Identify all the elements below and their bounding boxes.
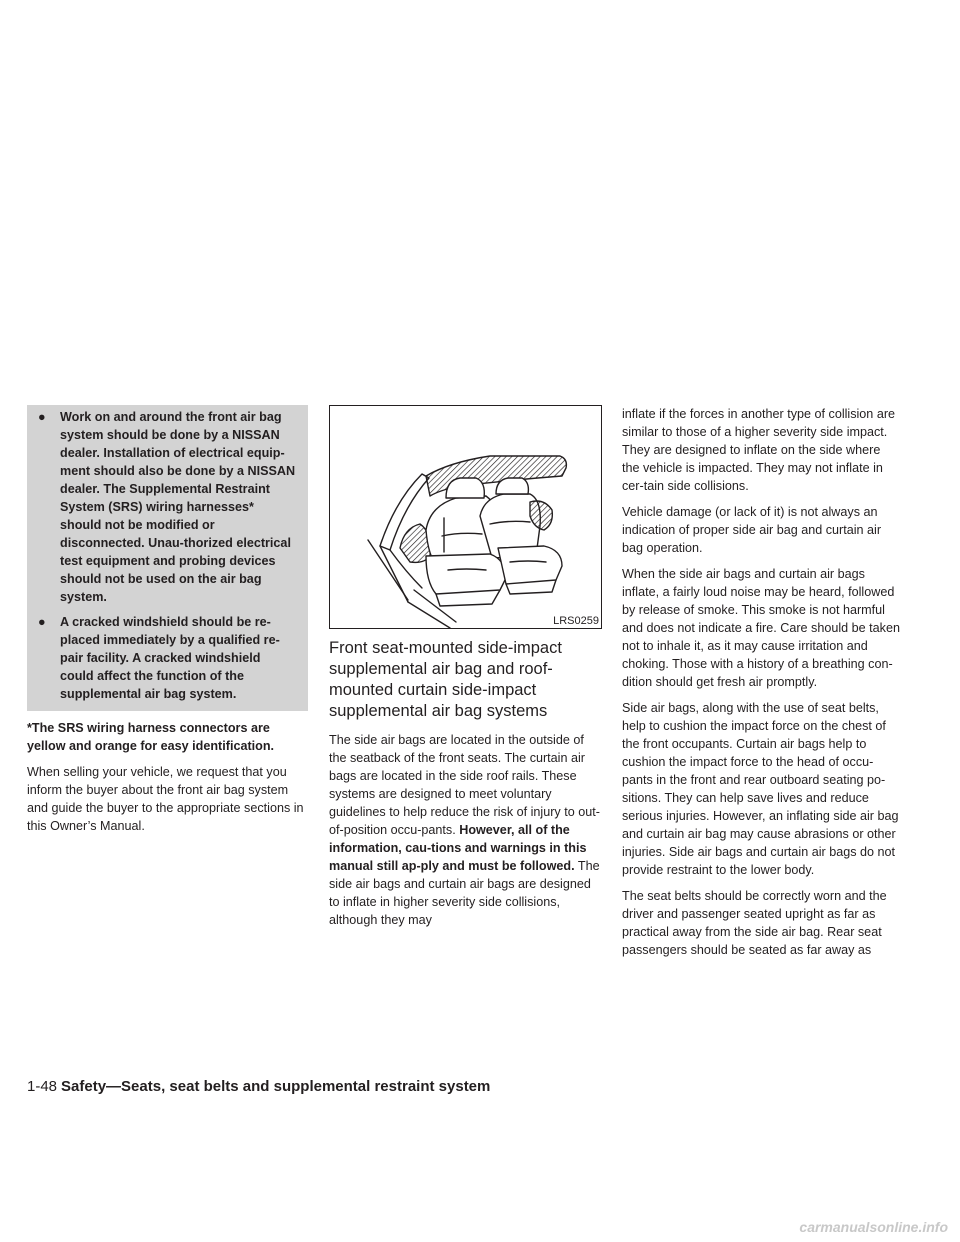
bullet-icon: ● xyxy=(38,615,46,629)
intro-bold-text: However, all of the information, cau-tions and warnings in this manual still ap-ply and must be followed. xyxy=(329,823,587,873)
left-column xyxy=(27,405,308,843)
warning-text: Work on and around the front air bag system should be done by a NISSAN dealer. Installation of electrical equip-ment should also be done by a NISSAN dealer. The Supplemental Restraint System (SRS) wiring harnesses* should not be modified or disconnected. Unau-thorized electrical test equipment and probing devices should not be used on the air bag system. xyxy=(60,410,296,604)
watermark: carmanualsonline.info xyxy=(799,1219,948,1235)
footnote: *The SRS wiring harness connectors are yellow and orange for easy identification. xyxy=(27,721,275,753)
footer-title: Safety—Seats, seat belts and supplemental restraint system xyxy=(61,1078,491,1095)
seat-airbag-illustration xyxy=(330,406,601,628)
warning-item xyxy=(35,613,296,703)
middle-column xyxy=(329,405,603,937)
paragraph: The seat belts should be correctly worn and the driver and passenger seated upright as far as practical away from the side air bag. Rear seat passengers should be seated as far away as xyxy=(622,889,887,957)
paragraph: Vehicle damage (or lack of it) is not always an indication of proper side air bag and curtain air bag operation. xyxy=(622,505,882,555)
warning-box xyxy=(27,405,308,711)
side-airbag-figure xyxy=(329,405,602,629)
paragraph: inflate if the forces in another type of collision are similar to those of a higher severity side impact. They are designed to inflate on the side where the vehicle is impacted. They may not inflate in cer-tain side collisions. xyxy=(622,407,896,493)
page-number: 1-48 xyxy=(27,1078,58,1095)
intro-text: The side air bags are located in the outside of the seatback of the front seats. The curtain air bags are located in the side roof rails. These systems are designed to meet voluntary guidelines to help reduce the risk of injury to out-of-position occu-pants. xyxy=(329,733,600,837)
right-column xyxy=(622,405,900,967)
page-footer xyxy=(27,1078,490,1096)
bullet-icon: ● xyxy=(38,410,46,424)
paragraph: When the side air bags and curtain air bags inflate, a fairly loud noise may be heard, followed by release of smoke. This smoke is not harmful and does not indicate a fire. Care should be taken not to inhale it, as it may cause irritation and choking. Those with a history of a breathing con-dition should get fresh air promptly. xyxy=(622,567,900,689)
figure-code: LRS0259 xyxy=(550,615,599,628)
section-title: Front seat-mounted side-impact supplemental air bag and roof-mounted curtain side-impact supplemental air bag systems xyxy=(329,639,562,720)
intro-tail-text: The side air bags and curtain air bags are designed to inflate in higher severity side collisions, although they may xyxy=(329,859,600,927)
warning-item xyxy=(35,408,296,606)
warning-text: A cracked windshield should be re-placed immediately by a qualified re-pair facility. A cracked windshield could affect the function of the supplemental air bag system. xyxy=(60,615,280,701)
intro-paragraph xyxy=(329,731,603,929)
paragraph: Side air bags, along with the use of seat belts, help to cushion the impact force on the chest of the front occupants. Curtain air bags help to cushion the impact force to the head of occu-pants in the front and rear outboard seating po-sitions. They can help save lives and reduce serious injuries. However, an inflating side air bag and curtain air bag may cause abrasions or other injuries. Side air bags and curtain air bags do not provide restraint to the lower body. xyxy=(622,701,899,877)
selling-paragraph: When selling your vehicle, we request that you inform the buyer about the front air bag system and guide the buyer to the appropriate sections in this Owner’s Manual. xyxy=(27,765,304,833)
